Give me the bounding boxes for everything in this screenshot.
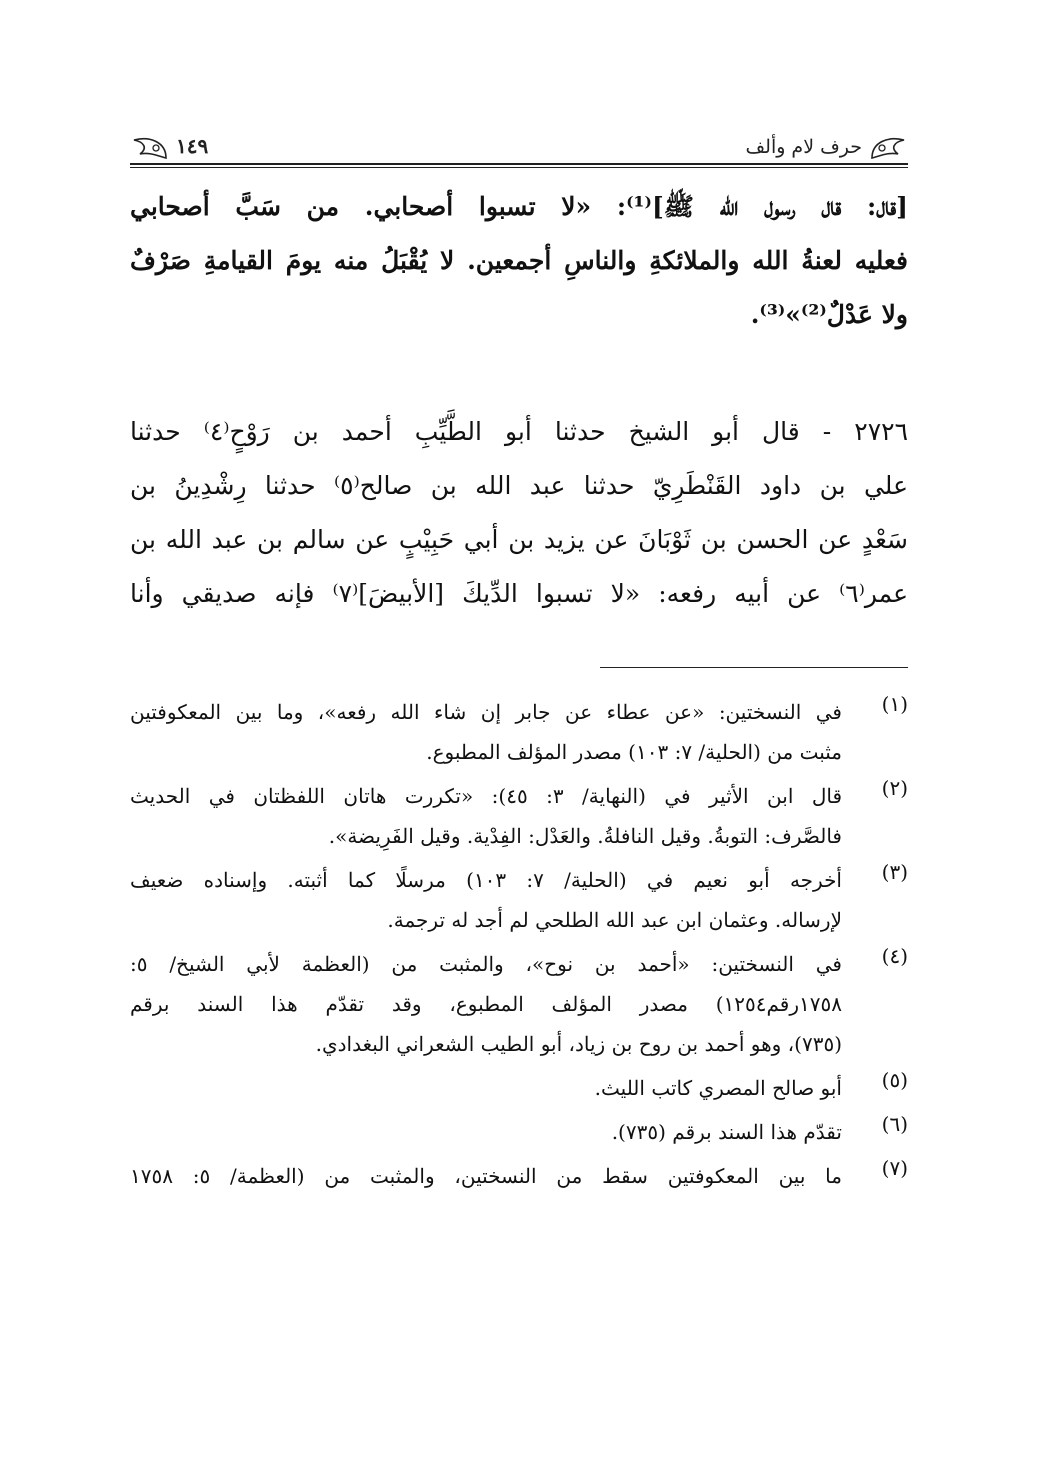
- footnote: [130, 1112, 908, 1152]
- text-line: علي بن داود القَنْطَرِيّ حدثنا عبد الله بن صالح⁽٥⁾ حدثنا رِشْدِينُ بن: [130, 471, 908, 500]
- ornament-icon: [130, 132, 170, 162]
- footnote-line: تقدّم هذا السند برقم (٧٣٥).: [611, 1120, 842, 1144]
- footnote-line: قال ابن الأثير في (النهاية/ ٣: ٤٥): «تكررت هاتان اللفظتان في الحديث: [130, 784, 842, 808]
- footnote-separator: [600, 667, 908, 668]
- footnotes: [130, 692, 908, 1200]
- text-line: ٢٧٢٦ - قال أبو الشيخ حدثنا أبو الطَّيِّبِ أحمد بن رَوْحٍ⁽٤⁾ حدثنا: [130, 417, 908, 446]
- text-line: [قال: قال رسول الله ﷺ]⁽¹⁾: «لا تسبوا أصحابي. من سَبَّ أصحابي: [130, 192, 908, 221]
- header-title: حرف لام وألف: [745, 136, 862, 158]
- footnote-number: (١): [881, 692, 908, 716]
- footnote-line: ١٧٥٨رقم١٢٥٤) مصدر المؤلف المطبوع، وقد تقدّم هذا السند برقم: [130, 992, 842, 1016]
- footnote-number: (٧): [881, 1156, 908, 1180]
- hadith-paragraph-1: [130, 180, 908, 342]
- hadith-paragraph-2: [130, 405, 908, 621]
- footnote-line: (٧٣٥)، وهو أحمد بن روح بن زياد، أبو الطيب الشعراني البغدادي.: [315, 1032, 842, 1056]
- text-line: فعليه لعنةُ الله والملائكةِ والناسِ أجمعين. لا يُقْبَلُ منه يومَ القيامةِ صَرْفٌ: [130, 246, 908, 275]
- footnote-number: (٢): [881, 776, 908, 800]
- footnote: [130, 776, 908, 856]
- footnote: [130, 1068, 908, 1108]
- footnote-line: فالصَّرف: التوبةُ. وقيل النافلةُ. والعَدْل: الفِدْية. وقيل الفَرِيضة».: [328, 824, 842, 848]
- footnote: [130, 860, 908, 940]
- footnote-line: أبو صالح المصري كاتب الليث.: [594, 1076, 842, 1100]
- footnote-line: مثبت من (الحلية/ ٧: ١٠٣) مصدر المؤلف المطبوع.: [426, 740, 842, 764]
- text-line: ولا عَدْلٌ⁽²⁾»⁽³⁾.: [750, 300, 908, 329]
- footnote-number: (٦): [881, 1112, 908, 1136]
- footnote-number: (٣): [881, 860, 908, 884]
- footnote-line: في النسختين: «أحمد بن نوح»، والمثبت من (العظمة لأبي الشيخ/ ٥:: [130, 952, 842, 976]
- header-rule-thin: [130, 167, 908, 168]
- ornament-icon: [868, 132, 908, 162]
- footnote-line: ما بين المعكوفتين سقط من النسختين، والمثبت من (العظمة/ ٥: ١٧٥٨: [130, 1164, 842, 1188]
- footnote-line: في النسختين: «عن عطاء عن جابر إن شاء الله رفعه»، وما بين المعكوفتين: [130, 700, 842, 724]
- running-header: [130, 132, 908, 168]
- text-line: عمر⁽٦⁾ عن أبيه رفعه: «لا تسبوا الدِّيكَ [الأبيضَ]⁽٧⁾ فإنه صديقي وأنا: [130, 579, 908, 608]
- footnote: [130, 692, 908, 772]
- footnote: [130, 944, 908, 1064]
- header-rule: [130, 163, 908, 165]
- footnote: [130, 1156, 908, 1196]
- footnote-line: لإرساله. وعثمان ابن عبد الله الطلحي لم أجد له ترجمة.: [387, 908, 842, 932]
- footnote-number: (٤): [881, 944, 908, 968]
- text-line: سَعْدٍ عن الحسن بن ثَوْبَانَ عن يزيد بن أبي حَبِيْبٍ عن سالم بن عبد الله بن: [130, 525, 908, 554]
- footnote-number: (٥): [881, 1068, 908, 1092]
- page-number: ١٤٩: [176, 134, 209, 158]
- footnote-line: أخرجه أبو نعيم في (الحلية/ ٧: ١٠٣) مرسلًا كما أثبته. وإسناده ضعيف: [130, 868, 842, 892]
